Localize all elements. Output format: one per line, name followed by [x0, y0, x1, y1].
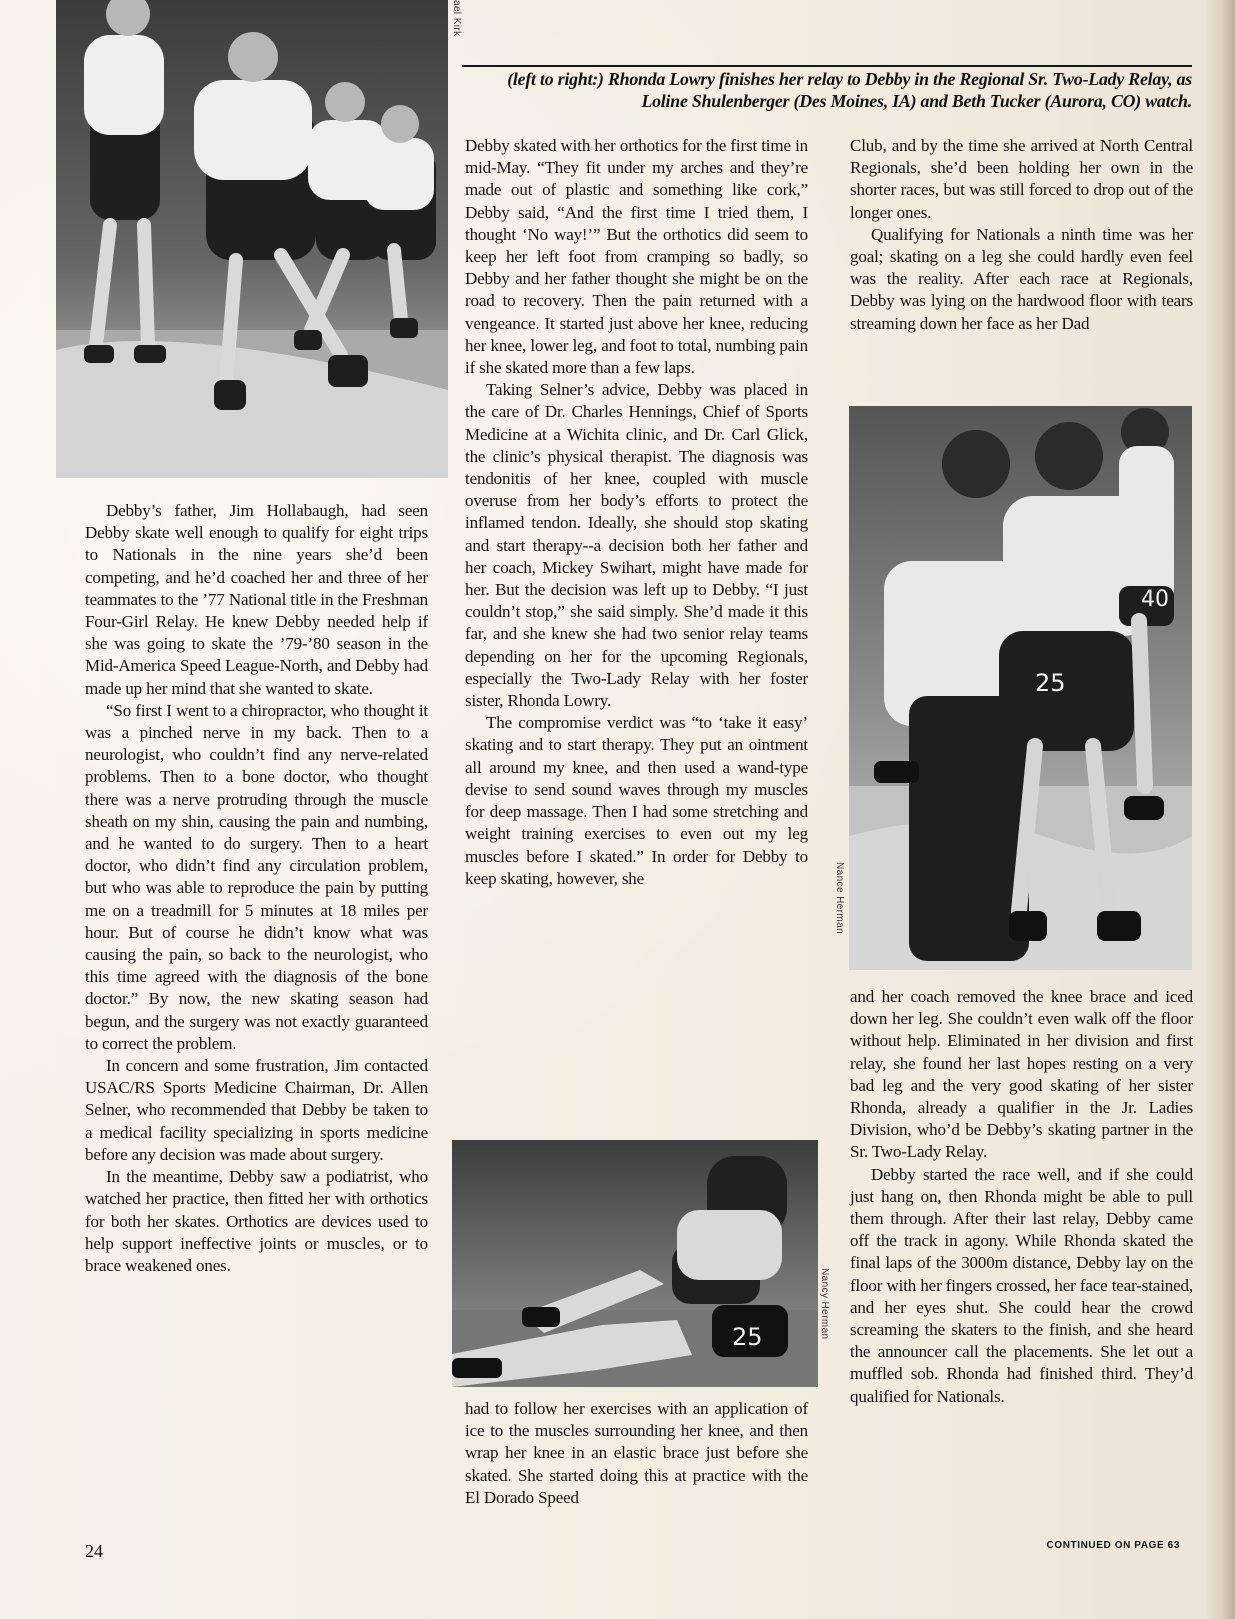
- svg-text:25: 25: [732, 1323, 763, 1351]
- photo-credit-3: Nancy Herman: [819, 1268, 830, 1340]
- paragraph-col3-2: Qualifying for Nationals a ninth time was her goal; skating on a leg she could hardly even feel was the reality. After each race at Regionals, Debby was lying on the hardwood floor with tears streaming down her face as her Dad: [850, 224, 1193, 333]
- paragraph-col2-1: Debby skated with her orthotics for the first time in mid-May. “They fit under my arches and they’re made out of plastic and something like cork,” Debby said, “And the first time I tried them, I thought ‘No way!’” But the orthotics did seem to keep her left foot from cramping so badly, so Debby and her father thought she might be on the road to recovery. Then the pain returned with a vengeance. It started just above her knee, reducing her knee, lower leg, and foot to total, numbing pain if she skated more than a few laps.: [465, 136, 808, 378]
- page-number: 24: [85, 1541, 103, 1561]
- article-column-3-bottom: [850, 986, 1193, 1408]
- continued-notice: CONTINUED ON PAGE 63: [1046, 1540, 1180, 1551]
- paragraph-col1-4: In the meantime, Debby saw a podiatrist, who watched her practice, then fitted her with orthotics for both her skates. Orthotics are devices used to help support ineffective joints or muscles, or to brace weakened ones.: [85, 1167, 428, 1275]
- photo-skater-on-floor: [452, 1140, 818, 1387]
- caption-rule: [462, 65, 1192, 67]
- paragraph-col1-2: “So first I went to a chiropractor, who thought it was a pinched nerve in my back. Then to a neurologist, who couldn’t find any nerve-related problems. Then to a bone doctor, who thought there was a nerve protruding through the muscle sheath on my shin, causing the pain and numbing, and he wanted to do surgery. Then to a heart doctor, who didn’t find any circulation problem, but who was able to reproduce the pain by putting me on a treadmill for 5 minutes at 18 miles per hour. But of course he didn’t know what was causing the pain, so back to the neurologist, who this time agreed with the diagnosis of the bone doctor.” By now, the new skating season had begun, and the surgery was not exactly guaranteed to correct the problem.: [85, 700, 428, 1053]
- photo-skaters-relay-image: [56, 0, 448, 478]
- photo-credit-2: Nance Herman: [834, 862, 845, 935]
- article-column-1: [85, 500, 428, 1277]
- article-column-2-bottom: [465, 1398, 808, 1509]
- article-column-3-top: [850, 135, 1193, 335]
- photo-skater-on-floor-image: [452, 1140, 818, 1387]
- paragraph-col2-3: The compromise verdict was “to ‘take it easy’ skating and to start therapy. They put an ointment all around my knee, and then used a wand-type devise to send sound waves through my muscles for deep massage. Then I had some stretching and weight training exercises to even out my leg muscles before I skated.” In order for Debby to keep skating, however, she: [465, 713, 808, 888]
- page-edge-shadow: [1205, 0, 1235, 1619]
- paragraph-col3-3: and her coach removed the knee brace and iced down her leg. She couldn’t even walk off the floor without help. Eliminated in her division and first relay, she found her last hopes resting on a very bad leg and the very good skating of her sister Rhonda, already a qualifier in the Jr. Ladies Division, who’d be Debby’s skating partner in the Sr. Two-Lady Relay.: [850, 987, 1193, 1162]
- paragraph-col2-2: Taking Selner’s advice, Debby was placed in the care of Dr. Charles Hennings, Chief of Sports Medicine at a Wichita clinic, and Dr. Carl Glick, the clinic’s physical therapist. The diagnosis was tendonitis of her knee, coupled with muscle overuse from her body’s efforts to protect the inflamed tendon. Ideally, she should stop skating and start therapy--a decision both her father and her coach, Mickey Swihart, might have made for her. But the decision was left up to Debby. “I just couldn’t stop,” she said simply. She’d made it this far, and she knew she had two senior relay teams depending on her for the upcoming Regionals, especially the Two-Lady Relay with her foster sister, Rhonda Lowry.: [465, 380, 808, 711]
- photo-coach-helping-skater: [849, 406, 1192, 970]
- photo-coach-helping-skater-image: [849, 406, 1192, 970]
- paragraph-col2-4: had to follow her exercises with an application of ice to the muscles surrounding her knee, and then wrap her knee in an elastic brace just before she skated. She started doing this at practice with the El Dorado Speed: [465, 1399, 808, 1507]
- paragraph-col3-4: Debby started the race well, and if she could just hang on, then Rhonda might be able to pull them through. After their last relay, Debby came off the track in agony. While Rhonda skated the final laps of the 3000m distance, Debby lay on the floor with her fingers crossed, her face tear-stained, and her eyes shut. She could hear the crowd screaming the skaters to the finish, and she heard the announcer call the placements. She let out a muffled sob. Rhonda had finished third. They’d qualified for Nationals.: [850, 1164, 1193, 1406]
- svg-text:40: 40: [1141, 587, 1169, 612]
- paragraph-col1-3: In concern and some frustration, Jim contacted USAC/RS Sports Medicine Chairman, Dr. Allen Selner, who recommended that Debby be taken to a medical facility specializing in sports medicine before any decision was made about surgery.: [85, 1056, 428, 1164]
- article-column-2-top: [465, 135, 808, 890]
- photo-skaters-relay: [56, 0, 448, 478]
- photo-caption: (left to right:) Rhonda Lowry finishes her relay to Debby in the Regional Sr. Two-Lady Relay, as Loline Shulenberger (Des Moines, IA) and Beth Tucker (Aurora, CO) watch.: [507, 69, 1192, 111]
- paragraph-col3-1: Club, and by the time she arrived at North Central Regionals, she’d been holding her own in the shorter races, but was still forced to drop out of the longer ones.: [850, 136, 1193, 222]
- svg-text:25: 25: [1035, 669, 1066, 697]
- paragraph-col1-1: Debby’s father, Jim Hollabaugh, had seen Debby skate well enough to qualify for eight trips to Nationals in the nine years she’d been competing, and he’d coached her and three of her teammates to the ’77 National title in the Freshman Four-Girl Relay. He knew Debby needed help if she was going to skate the ’79-’80 season in the Mid-America Speed League-North, and Debby had made up her mind that she wanted to skate.: [85, 501, 428, 698]
- photo-credit-1: ael Kirk: [451, 0, 462, 37]
